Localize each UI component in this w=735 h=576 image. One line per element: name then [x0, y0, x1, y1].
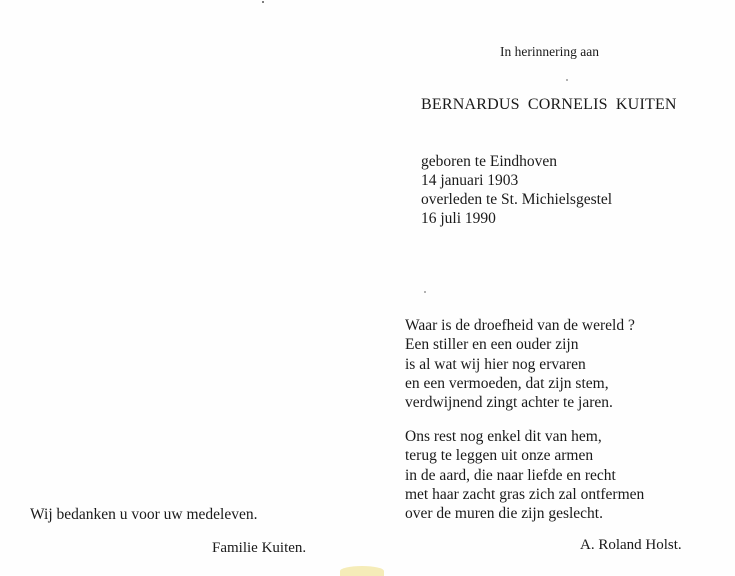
death-date: 16 juli 1990 [421, 210, 496, 227]
poem-author: A. Roland Holst. [580, 537, 682, 553]
poem-line: en een vermoeden, dat zijn stem, [405, 374, 609, 392]
intro-line: In herinnering aan [500, 44, 599, 59]
death-place: overleden te St. Michielsgestel [421, 191, 613, 208]
paper-speck [424, 291, 426, 293]
biography-block [421, 152, 612, 228]
poem-line: Ons rest nog enkel dit van hem, [405, 428, 602, 445]
paper-speck [262, 1, 264, 3]
thanks-line: Wij bedanken u voor uw medeleven. [30, 506, 258, 523]
poem-line: verdwijnend zingt achter te jaren. [405, 394, 613, 412]
family-signature: Familie Kuiten. [212, 540, 307, 556]
poem-line: Waar is de droefheid van de wereld ? [405, 317, 635, 334]
poem-line: Een stiller en een ouder zijn [405, 336, 579, 354]
poem-stanza-1 [405, 316, 635, 412]
paper-speck [566, 79, 568, 81]
poem-line: is al wat wij hier nog ervaren [405, 355, 586, 373]
poem-stanza-2 [405, 427, 644, 523]
birth-date: 14 januari 1903 [421, 172, 519, 189]
poem-line: over de muren die zijn geslecht. [405, 505, 603, 523]
poem-line: in de aard, die naar liefde en recht [405, 466, 616, 484]
birth-place: geboren te Eindhoven [421, 153, 558, 170]
poem-line: met haar zacht gras zich zal ontfermen [405, 485, 645, 503]
poem-line: terug te leggen uit onze armen [405, 447, 594, 465]
deceased-name: BERNARDUS CORNELIS KUITEN [421, 96, 677, 113]
